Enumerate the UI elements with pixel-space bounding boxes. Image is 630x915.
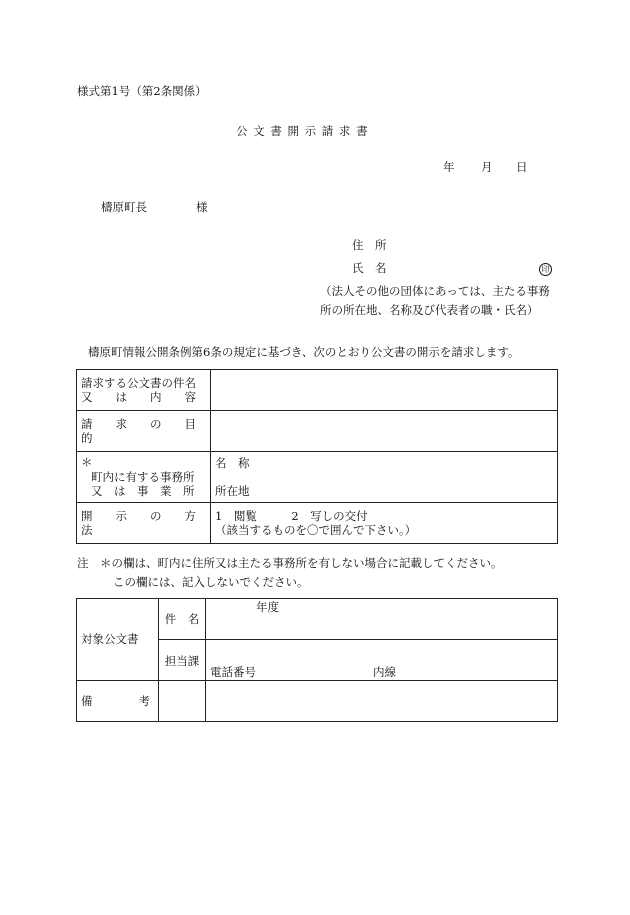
phone-label: 電話番号: [210, 664, 256, 679]
subject-row: [77, 370, 558, 411]
addressee-name: 檮原町長: [101, 200, 147, 214]
date-month: 月: [481, 160, 493, 174]
office-label-2: 又 は 事 業 所: [91, 484, 195, 499]
form-number: 様式第1号（第2条関係）: [77, 84, 207, 98]
method-row: [77, 503, 558, 544]
target-doc-label: 対象公文書: [77, 599, 159, 681]
page-title: 公 文 書 開 示 請 求 書: [236, 124, 369, 138]
office-mark: ＊: [81, 455, 93, 470]
item-name-field[interactable]: [206, 599, 558, 640]
purpose-label: 請 求 の 目 的: [77, 411, 211, 452]
intro-text: 檮原町情報公開条例第6条の規定に基づき、次のとおり公文書の開示を請求します。: [88, 345, 520, 359]
ext-label: 内線: [373, 664, 396, 679]
seal-icon: [539, 262, 552, 276]
dept-field[interactable]: [206, 640, 558, 681]
method-options: 1 閲覧 2 写しの交付: [215, 508, 368, 523]
date-year: 年: [443, 160, 455, 174]
method-note: （該当するものを〇で囲んで下さい。）: [215, 523, 417, 537]
office-label-1: 町内に有する事務所: [91, 469, 195, 484]
office-label: [77, 452, 211, 503]
name-label: 氏 名: [352, 261, 387, 275]
purpose-row: [77, 411, 558, 452]
subject-label: [77, 370, 211, 411]
subject-label-2: 又 は 内 容: [81, 390, 196, 404]
method-label: 開 示 の 方 法: [77, 503, 211, 544]
subject-label-1: 請求する公文書の件名: [81, 375, 196, 390]
remarks-label: 備 考: [77, 681, 159, 722]
office-address-label: 所在地: [215, 484, 250, 498]
remarks-spacer[interactable]: [159, 681, 206, 722]
office-use-table: [76, 598, 558, 722]
requester-note-2: 所の所在地、名称及び代表者の職・氏名）: [320, 303, 539, 317]
fiscal-year-label: 年度: [256, 600, 279, 614]
note-2: この欄には、記入しないでください。: [113, 575, 309, 589]
requester-note-1: （法人その他の団体にあっては、主たる事務: [320, 284, 550, 298]
request-table: [76, 369, 558, 544]
method-field[interactable]: [211, 503, 558, 544]
remarks-field[interactable]: [206, 681, 558, 722]
office-field[interactable]: [211, 452, 558, 503]
subject-field[interactable]: [211, 370, 558, 411]
note-1: 注 ＊の欄は、町内に住所又は主たる事務所を有しない場合に記載してください。: [77, 556, 503, 570]
address-label: 住 所: [352, 238, 387, 252]
office-row: [77, 452, 558, 503]
dept-label: 担当課: [159, 640, 206, 681]
item-name-row: [77, 599, 558, 640]
remarks-row: [77, 681, 558, 722]
office-name-label: 名 称: [215, 455, 250, 470]
seal-mark: 印: [539, 263, 552, 276]
purpose-field[interactable]: [211, 411, 558, 452]
date-day: 日: [516, 160, 528, 174]
addressee-suffix: 様: [196, 200, 208, 214]
item-name-label: 件 名: [159, 599, 206, 640]
